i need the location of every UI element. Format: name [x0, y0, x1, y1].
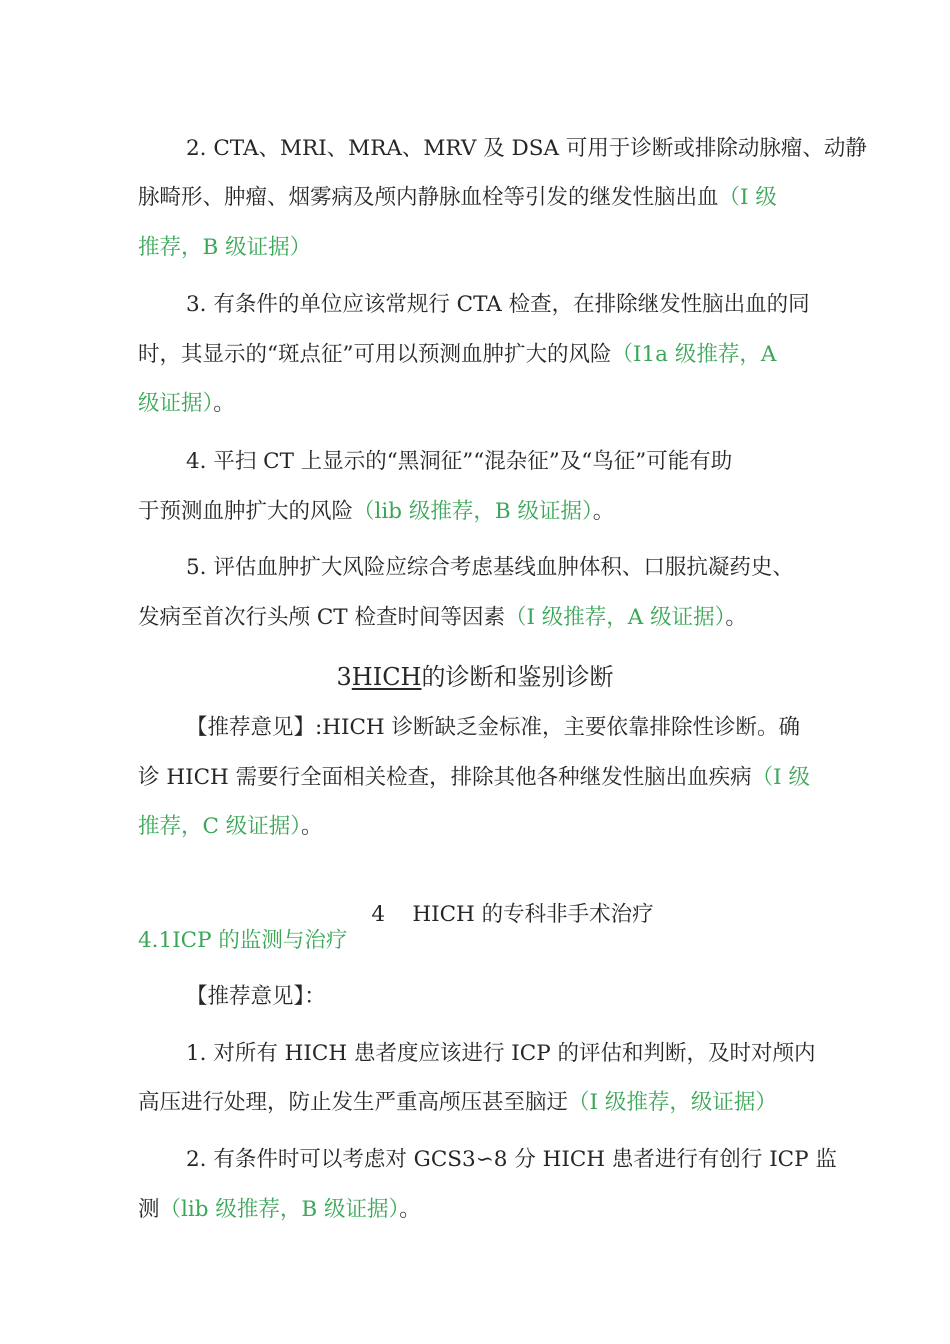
recommendation-level: （I 级推荐，级证据） [568, 1090, 777, 1115]
item1-text: 高压进行处理，防止发生严重高颅压甚至脑迂 [138, 1090, 569, 1115]
para4-line2 [138, 497, 614, 527]
item1-text: 1. 对所有 HICH 患者度应该进行 ICP 的评估和判断，及时对颅内 [186, 1041, 816, 1066]
para3-line2 [138, 340, 776, 370]
rec1-line1 [186, 713, 800, 743]
para3-line1 [186, 290, 810, 320]
section4-title: 4 HICH 的专科非手术治疗 [371, 902, 654, 927]
para3-text: 3. 有条件的单位应该常规行 CTA 检查，在排除继发性脑出血的同 [186, 292, 810, 317]
item1-line1 [186, 1039, 816, 1069]
subsection-4-1-title: 4.1ICP 的监测与治疗 [138, 928, 348, 953]
subsection-4-1 [138, 926, 347, 956]
para5-tail: 。 [725, 605, 747, 630]
rec2-label [186, 982, 326, 1012]
section3-hich: HICH [351, 663, 422, 691]
para2-text: 2. CTA、MRI、MRA、MRV 及 DSA 可用于诊断或排除动脉瘤、动静 [186, 136, 867, 161]
recommendation-level: （I 级 [718, 185, 777, 210]
item2-line2 [138, 1195, 421, 1225]
section3-heading [0, 662, 950, 692]
recommendation-level: 级证据） [138, 391, 214, 416]
para4-text: 于预测血肿扩大的风险 [138, 499, 354, 524]
para3-text: 时，其显示的“斑点征”可用以预测血肿扩大的风险 [138, 342, 612, 367]
para2-line2 [138, 183, 777, 213]
para3-line3 [138, 389, 235, 419]
recommendation-level: （I 级 [751, 765, 810, 790]
recommendation-level: （I 级推荐，A 级证据） [504, 605, 726, 630]
rec1-tail: 。 [301, 814, 323, 839]
item2-text: 2. 有条件时可以考虑对 GCS3∽8 分 HICH 患者进行有创行 ICP 监 [186, 1147, 837, 1172]
recommendation-level: 推荐，C 级证据） [138, 814, 302, 839]
recommendation-level: （lib 级推荐，B 级证据） [159, 1197, 400, 1222]
para3-tail: 。 [213, 391, 235, 416]
para5-line1 [186, 553, 794, 583]
recommendation-level: （I1a 级推荐，A [611, 342, 777, 367]
rec2-text: 【推荐意见】： [186, 984, 326, 1009]
para5-line2 [138, 603, 747, 633]
para4-line1 [186, 447, 732, 477]
rec1-text: 【推荐意见】:HICH 诊断缺乏金标准，主要依靠排除性诊断。确 [186, 715, 801, 740]
item2-text: 测 [138, 1197, 160, 1222]
item2-tail: 。 [399, 1197, 421, 1222]
section3-title: 的诊断和鉴别诊断 [421, 663, 614, 691]
para2-line3 [138, 233, 311, 263]
rec1-text: 诊 HICH 需要行全面相关检查，排除其他各种继发性脑出血疾病 [138, 765, 752, 790]
para4-text: 4. 平扫 CT 上显示的“黑洞征”“混杂征”及“鸟征”可能有助 [186, 449, 733, 474]
section4-heading [344, 870, 654, 960]
section3-number: 3 [336, 663, 352, 691]
item1-line2 [138, 1088, 777, 1118]
item2-line1 [186, 1145, 837, 1175]
recommendation-level: 推荐，B 级证据） [138, 235, 312, 260]
para4-tail: 。 [592, 499, 615, 524]
para5-text: 5. 评估血肿扩大风险应综合考虑基线血肿体积、口服抗凝药史、 [186, 555, 794, 580]
para5-text: 发病至首次行头颅 CT 检查时间等因素 [138, 605, 505, 630]
rec1-line2 [138, 763, 810, 793]
rec1-line3 [138, 812, 323, 842]
para2-line1 [186, 134, 867, 164]
recommendation-level: （lib 级推荐，B 级证据） [353, 499, 593, 524]
para2-text: 脉畸形、肿瘤、烟雾病及颅内静脉血栓等引发的继发性脑出血 [138, 185, 719, 210]
